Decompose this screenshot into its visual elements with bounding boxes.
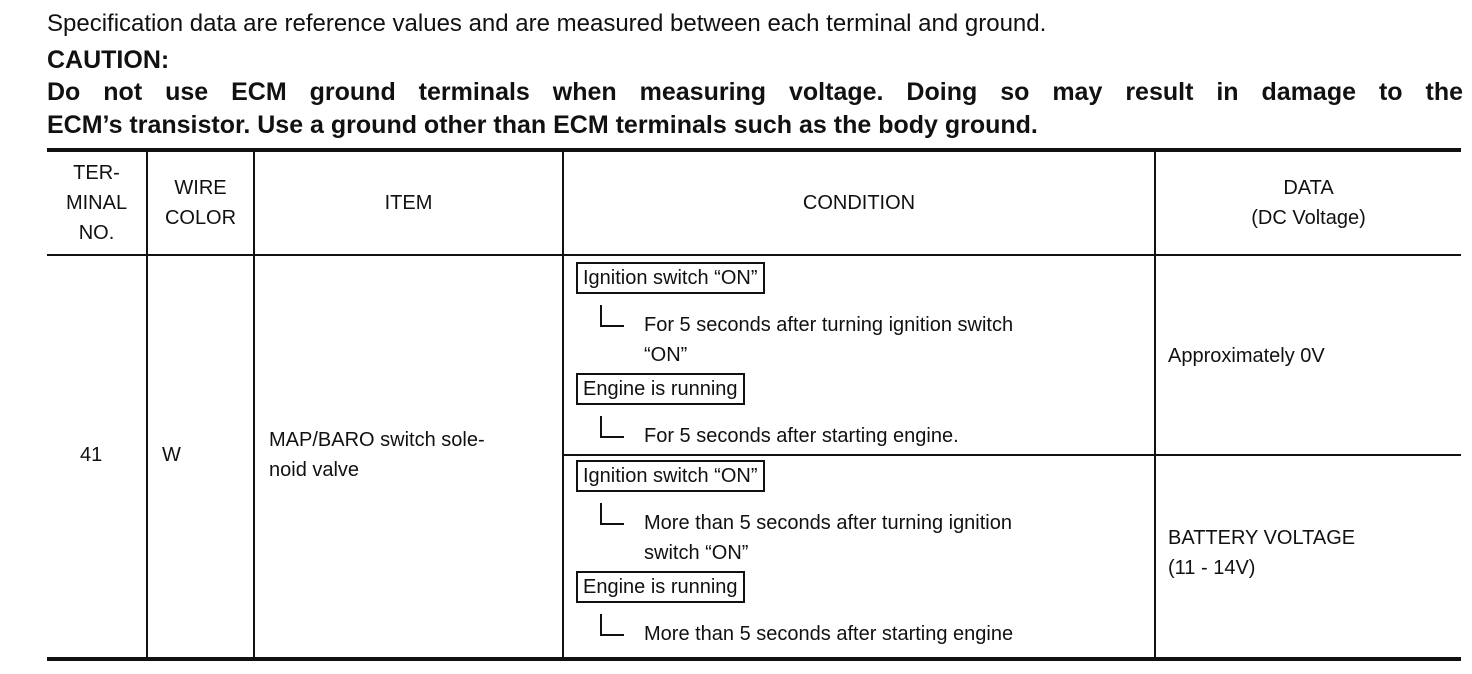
table-condition-divider (563, 454, 1461, 456)
header-data (1156, 152, 1461, 254)
condition-detail-line: More than 5 seconds after turning ignition (644, 512, 1012, 534)
condition-detail (644, 508, 1012, 568)
caution-heading: CAUTION: (47, 46, 170, 74)
condition-label-box: Ignition switch “ON” (576, 460, 765, 492)
table-header-rule (47, 254, 1461, 256)
data-value (1168, 523, 1355, 583)
header-terminal-line: TER- (73, 162, 120, 184)
condition-detail-line: “ON” (644, 344, 688, 366)
caution-text (47, 76, 1463, 142)
caution-line-2: ECM’s transistor. Use a ground other than ECM terminals such as the body ground. (47, 111, 1038, 139)
header-terminal-line: MINAL (65, 192, 128, 214)
branch-connector-icon (600, 614, 624, 636)
data-value-line: Approximately 0V (1168, 345, 1325, 367)
header-item (255, 152, 562, 254)
terminal-number: 41 (80, 444, 103, 466)
condition-label-box: Ignition switch “ON” (576, 262, 765, 294)
condition-detail-line: For 5 seconds after turning ignition switch (644, 314, 1014, 336)
condition-detail-line: switch “ON” (644, 542, 749, 564)
header-condition (564, 152, 1154, 254)
header-wire-line: WIRE (174, 177, 227, 199)
item-line: MAP/BARO switch sole- (269, 429, 485, 451)
item-description (269, 425, 485, 485)
caution-line-1: Do not use ECM ground terminals when measuring voltage. Doing so may result in damage to the (47, 78, 1463, 106)
branch-connector-icon (600, 503, 624, 525)
header-wire-color (148, 152, 253, 254)
condition-label-box: Engine is running (576, 571, 745, 603)
header-terminal-line: NO. (78, 222, 115, 244)
condition-label-box: Engine is running (576, 373, 745, 405)
header-data-line: (DC Voltage) (1251, 207, 1366, 229)
item-line: noid valve (269, 459, 360, 481)
header-wire-line: COLOR (164, 207, 237, 229)
condition-detail (644, 310, 1013, 370)
table-bottom-rule (47, 657, 1461, 661)
spec-intro-text: Specification data are reference values and are measured between each terminal and ground. (47, 10, 1047, 37)
condition-detail (644, 619, 1013, 649)
header-data-line: DATA (1283, 177, 1334, 199)
wire-color: W (162, 444, 181, 466)
data-value-line: BATTERY VOLTAGE (1168, 527, 1356, 549)
terminal-spec-table (47, 148, 1461, 660)
header-terminal-no (47, 152, 146, 254)
branch-connector-icon (600, 416, 624, 438)
condition-detail-line: For 5 seconds after starting engine. (644, 425, 959, 447)
branch-connector-icon (600, 305, 624, 327)
data-value-line: (11 - 14V) (1168, 557, 1256, 579)
data-value (1168, 341, 1325, 371)
header-item-label: ITEM (384, 192, 433, 214)
condition-detail (644, 421, 959, 451)
condition-detail-line: More than 5 seconds after starting engine (644, 623, 1014, 645)
header-condition-label: CONDITION (802, 192, 916, 214)
